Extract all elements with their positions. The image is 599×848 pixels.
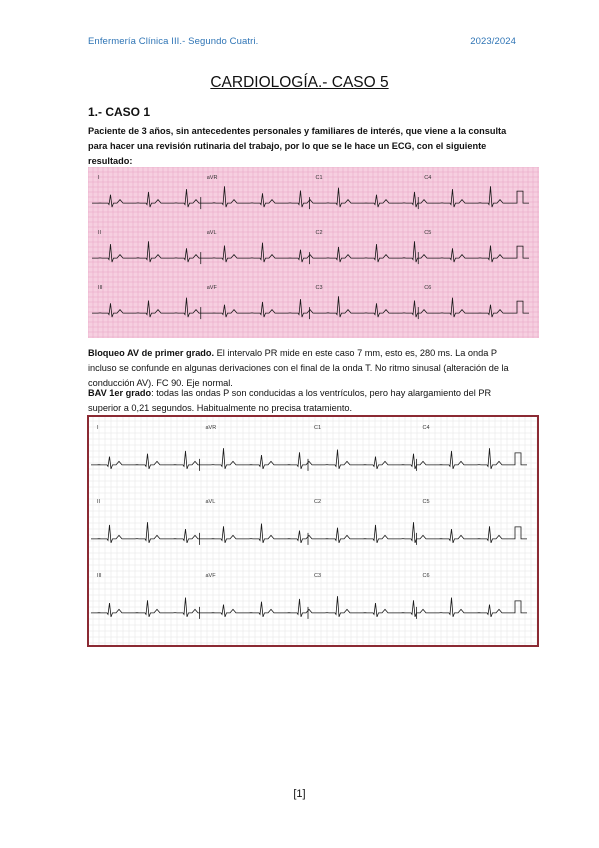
lead-label: I (98, 175, 100, 181)
header-year: 2023/2024 (470, 36, 516, 47)
lead-label: III (97, 573, 102, 579)
bav-text: : todas las ondas P son conducidas a los ventrículos, pero hay alargamiento del PR superior a 0,21 segundos. Habitualmente no precisa tratamiento. (88, 388, 492, 413)
section-heading: 1.- CASO 1 (88, 105, 151, 119)
lead-label: aVF (206, 285, 217, 291)
bav-bold: BAV 1er grado (88, 388, 152, 398)
lead-label: aVL (205, 499, 216, 505)
lead-label: aVR (205, 425, 217, 431)
lead-label: aVF (205, 573, 216, 579)
lead-label: aVL (206, 230, 217, 236)
lead-label: C6 (424, 285, 432, 291)
lead-label: III (98, 285, 103, 291)
lead-label: C1 (315, 175, 323, 181)
bav-paragraph (88, 386, 518, 416)
diagnosis-paragraph (88, 346, 518, 391)
lead-label: II (98, 230, 102, 236)
lead-label: C4 (424, 175, 432, 181)
header-course: Enfermería Clínica III.- Segundo Cuatri. (88, 36, 259, 47)
lead-label: aVR (206, 175, 218, 181)
lead-label: C3 (315, 285, 323, 291)
diagnosis-bold: Bloqueo AV de primer grado. (88, 348, 215, 358)
page-title: CARDIOLOGÍA.- CASO 5 (210, 74, 389, 91)
lead-label: C5 (424, 230, 432, 236)
ecg-image-2 (87, 415, 539, 647)
ecg-image-1 (88, 167, 539, 338)
lead-label: C1 (314, 425, 322, 431)
lead-label: C6 (422, 573, 430, 579)
lead-label: II (97, 499, 101, 505)
lead-label: C5 (422, 499, 430, 505)
diagnosis-text: El intervalo PR mide en este caso 7 mm, esto es, 280 ms. La onda P incluso se confunde en algunas derivaciones con el final de la onda T. No ritmo sinusal (alteración de la conducción AV). FC 90. Eje normal. (88, 348, 509, 388)
case-description: Paciente de 3 años, sin antecedentes personales y familiares de interés, que viene a la consulta para hacer una revisión rutinaria del trabajo, por lo que se le hace un ECG, con el siguiente resultado: (88, 126, 507, 166)
lead-label: C2 (314, 499, 322, 505)
lead-label: I (97, 425, 99, 431)
lead-label: C2 (315, 230, 323, 236)
lead-label: C4 (422, 425, 430, 431)
page-number: [1] (293, 788, 306, 800)
lead-label: C3 (314, 573, 322, 579)
